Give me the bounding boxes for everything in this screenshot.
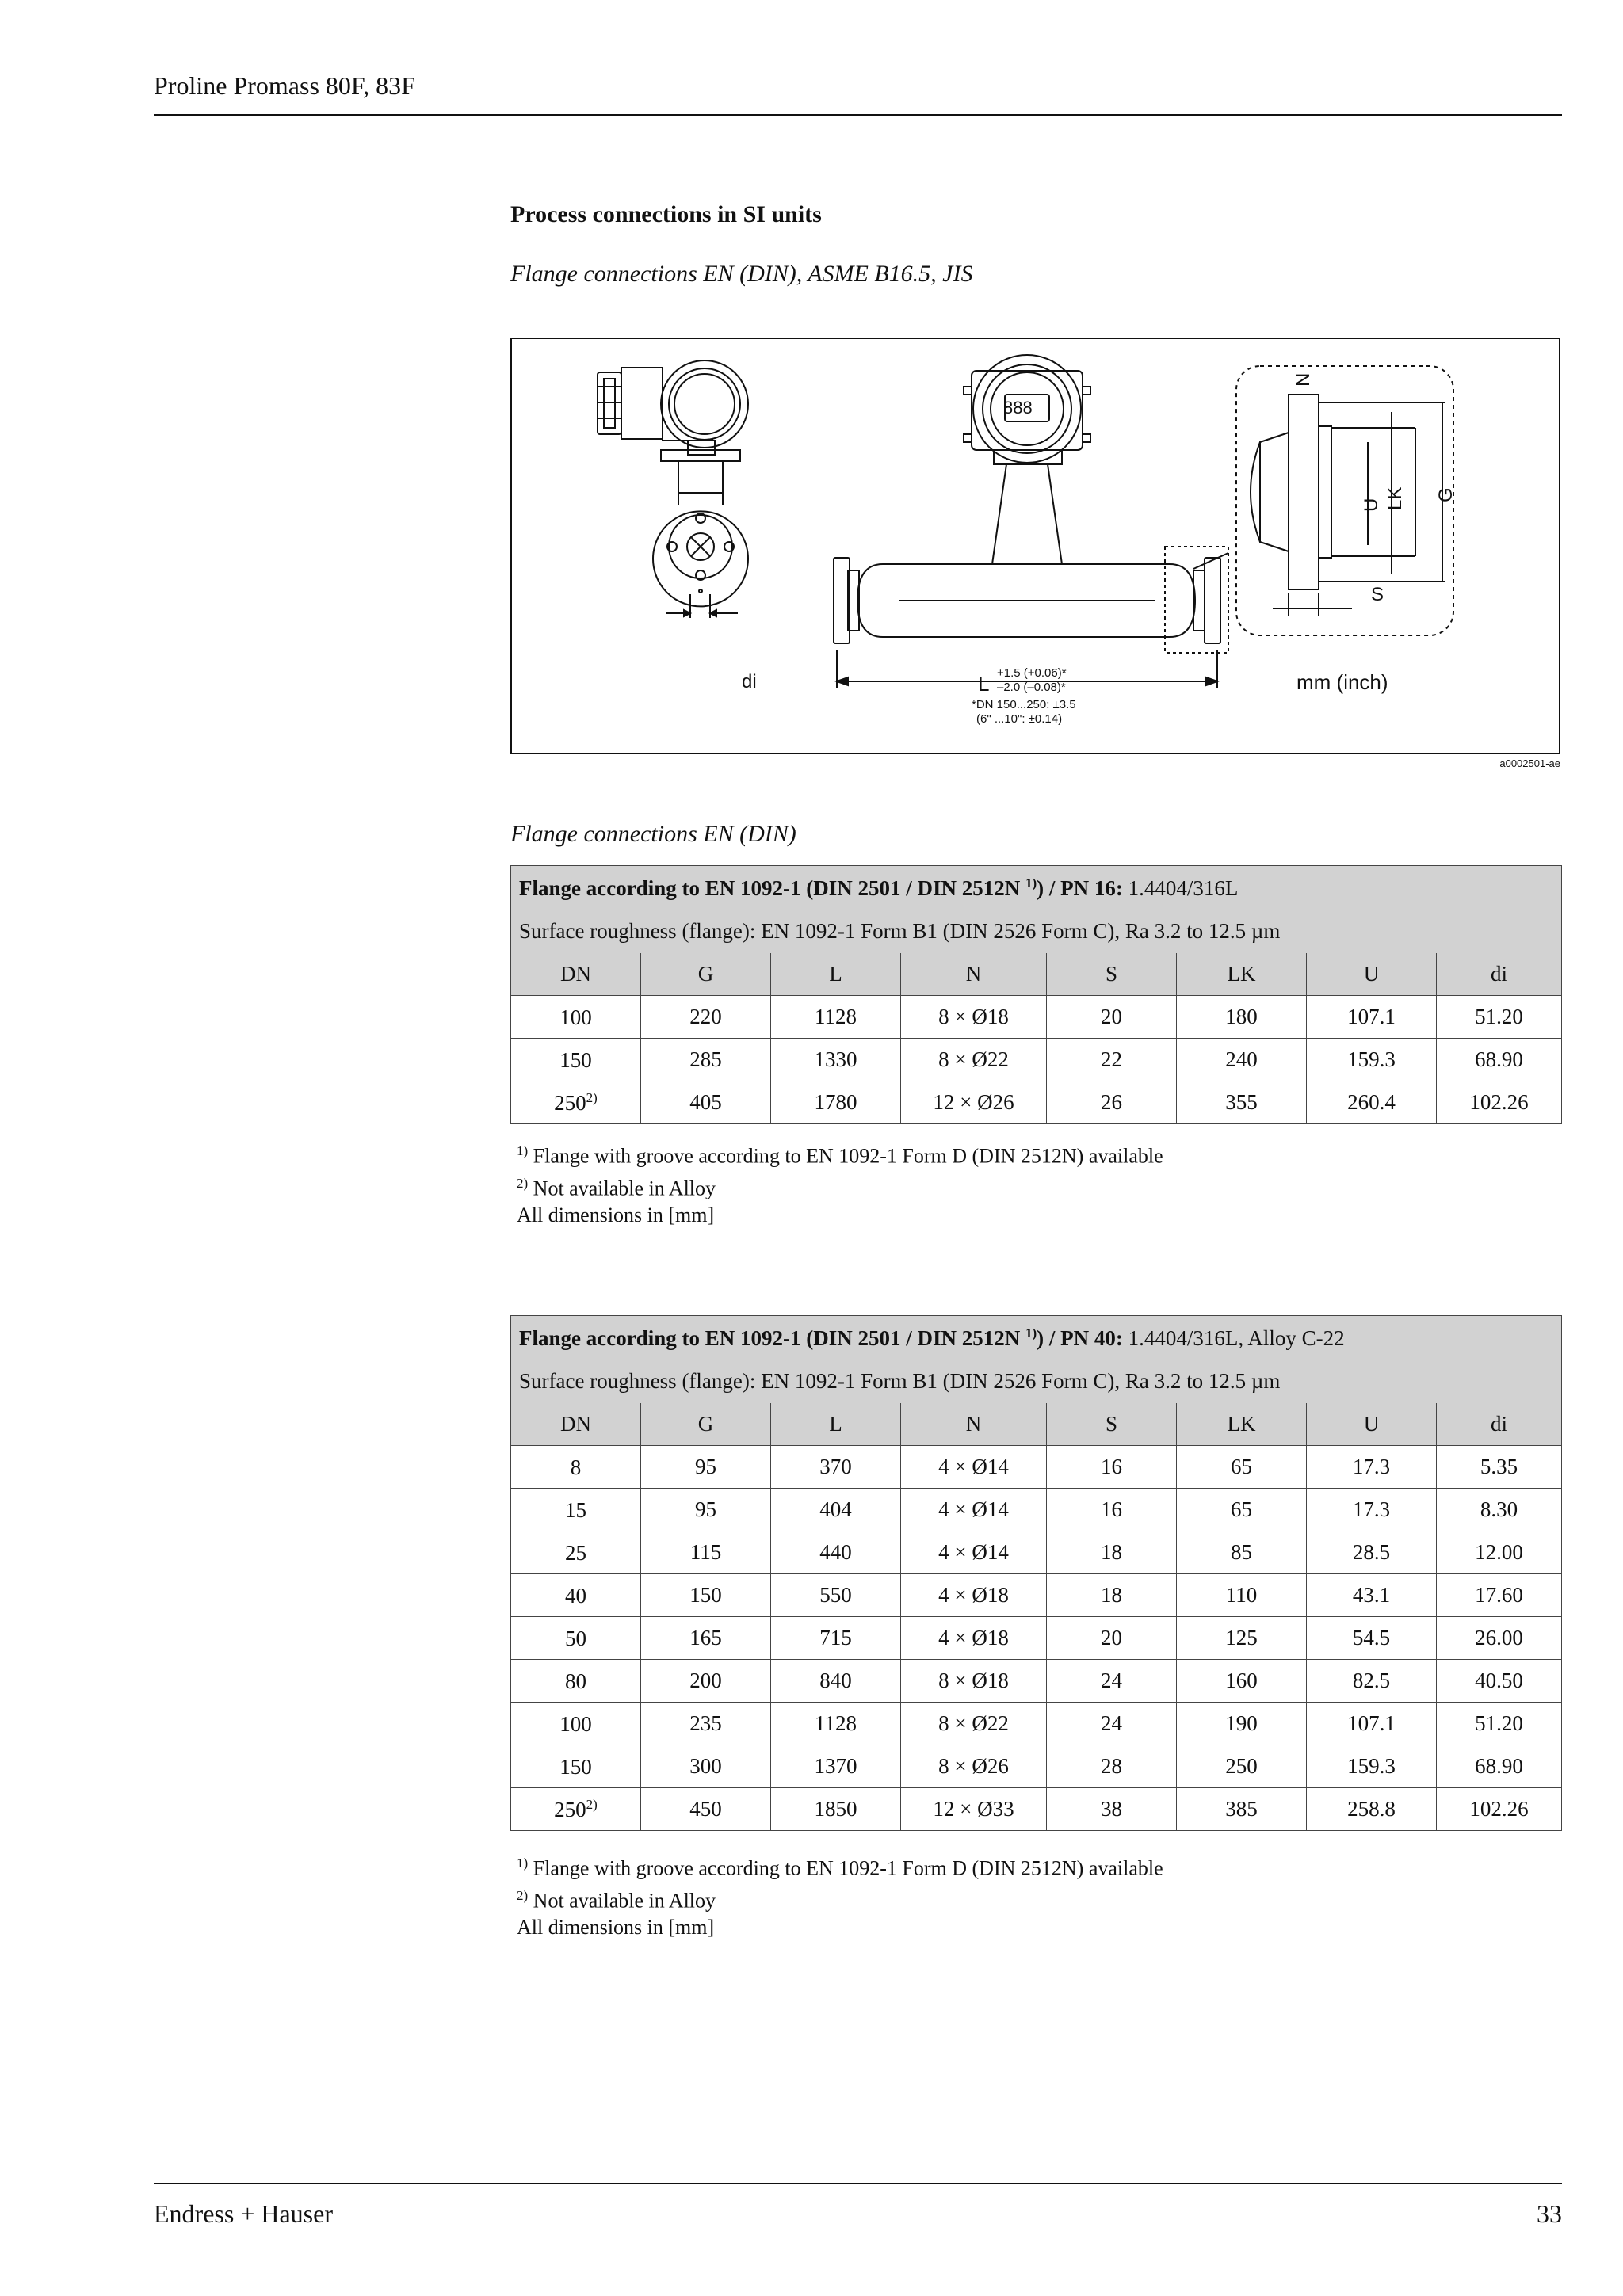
footer-company: Endress + Hauser <box>154 2199 333 2228</box>
pn16-title-row: Flange according to EN 1092-1 (DIN 2501 / DIN 2512N $^{1)}$) / PN 16: 1.4404/316L <box>511 866 1562 910</box>
label-dn-note2: (6" ...10": ±0.14) <box>976 712 1063 726</box>
table-row: 8 95 370 4 × Ø14 16 65 17.3 5.35 <box>511 1446 1562 1489</box>
pn16-notes: $^{1)}$ Flange with groove according to EN 1092-1 Form D (DIN 2512N) available $^{2)}$ Not available in Alloy All dimensions in [mm] <box>517 1143 1163 1227</box>
page-number: 33 <box>1537 2199 1562 2228</box>
label-S: S <box>1371 584 1384 605</box>
label-tol-minus: –2.0 (–0.08)* <box>997 681 1066 694</box>
pn40-surface-row: Surface roughness (flange): EN 1092-1 Form B1 (DIN 2526 Form C), Ra 3.2 to 12.5 µm <box>511 1360 1562 1403</box>
label-N: N <box>1293 372 1314 387</box>
label-di: di <box>742 671 757 692</box>
label-tol-plus: +1.5 (+0.06)* <box>997 666 1067 680</box>
flange-detail <box>1193 366 1453 635</box>
pn40-material: 1.4404/316L, Alloy C-22 <box>1122 1325 1345 1350</box>
table-row: 40 150 550 4 × Ø18 18 110 43.1 17.60 <box>511 1574 1562 1617</box>
table-row: 80 200 840 8 × Ø18 24 160 82.5 40.50 <box>511 1660 1562 1703</box>
label-L: L <box>978 672 990 696</box>
pn40-title-row: Flange according to EN 1092-1 (DIN 2501 / DIN 2512N $^{1)}$) / PN 40: 1.4404/316L, Alloy C-22 <box>511 1316 1562 1360</box>
dimension-drawing <box>510 338 1560 754</box>
figure-code: a0002501-ae <box>1499 757 1560 769</box>
pn16-header-row: DN G L N S LK U di <box>511 953 1562 996</box>
table-row: 150 300 1370 8 × Ø26 28 250 159.3 68.90 <box>511 1745 1562 1788</box>
side-view <box>598 360 748 618</box>
pn40-header-row: DN G L N S LK U di <box>511 1403 1562 1446</box>
subsection-caption: Flange connections EN (DIN) <box>510 821 796 847</box>
section-title: Process connections in SI units <box>510 201 822 227</box>
pn40-notes: $^{1)}$ Flange with groove according to EN 1092-1 Form D (DIN 2512N) available $^{2)}$ Not available in Alloy All dimensions in [mm] <box>517 1855 1163 1939</box>
flange-drawing-svg <box>512 339 1559 753</box>
table-row: 15 95 404 4 × Ø14 16 65 17.3 8.30 <box>511 1489 1562 1531</box>
pn16-surface-row: Surface roughness (flange): EN 1092-1 Form B1 (DIN 2526 Form C), Ra 3.2 to 12.5 µm <box>511 910 1562 953</box>
pn40-table <box>510 1315 1562 1831</box>
units-label: mm (inch) <box>1296 670 1388 694</box>
footer-rule <box>154 2183 1562 2184</box>
pn16-table <box>510 865 1562 1124</box>
table-row: 100 220 1128 8 × Ø18 20 180 107.1 51.20 <box>511 996 1562 1039</box>
table-row: 50 165 715 4 × Ø18 20 125 54.5 26.00 <box>511 1617 1562 1660</box>
table-row: 150 285 1330 8 × Ø22 22 240 159.3 68.90 <box>511 1039 1562 1081</box>
label-U: U <box>1361 498 1382 512</box>
header-rule <box>154 114 1562 116</box>
table-row: 250$^{2)}$ 405 1780 12 × Ø26 26 355 260.4 102.26 <box>511 1081 1562 1124</box>
label-G: G <box>1435 487 1457 502</box>
table-row: 25 115 440 4 × Ø14 18 85 28.5 12.00 <box>511 1531 1562 1574</box>
label-dn-note1: *DN 150...250: ±3.5 <box>972 698 1076 711</box>
pn16-material: 1.4404/316L <box>1122 875 1239 900</box>
running-header: Proline Promass 80F, 83F <box>154 71 415 100</box>
table-row: 100 235 1128 8 × Ø22 24 190 107.1 51.20 <box>511 1703 1562 1745</box>
label-LK: LK <box>1384 486 1406 510</box>
table-row: 250$^{2)}$ 450 1850 12 × Ø33 38 385 258.8 102.26 <box>511 1788 1562 1831</box>
figure-caption: Flange connections EN (DIN), ASME B16.5, JIS <box>510 261 973 287</box>
display-digits: 888 <box>1003 398 1033 418</box>
